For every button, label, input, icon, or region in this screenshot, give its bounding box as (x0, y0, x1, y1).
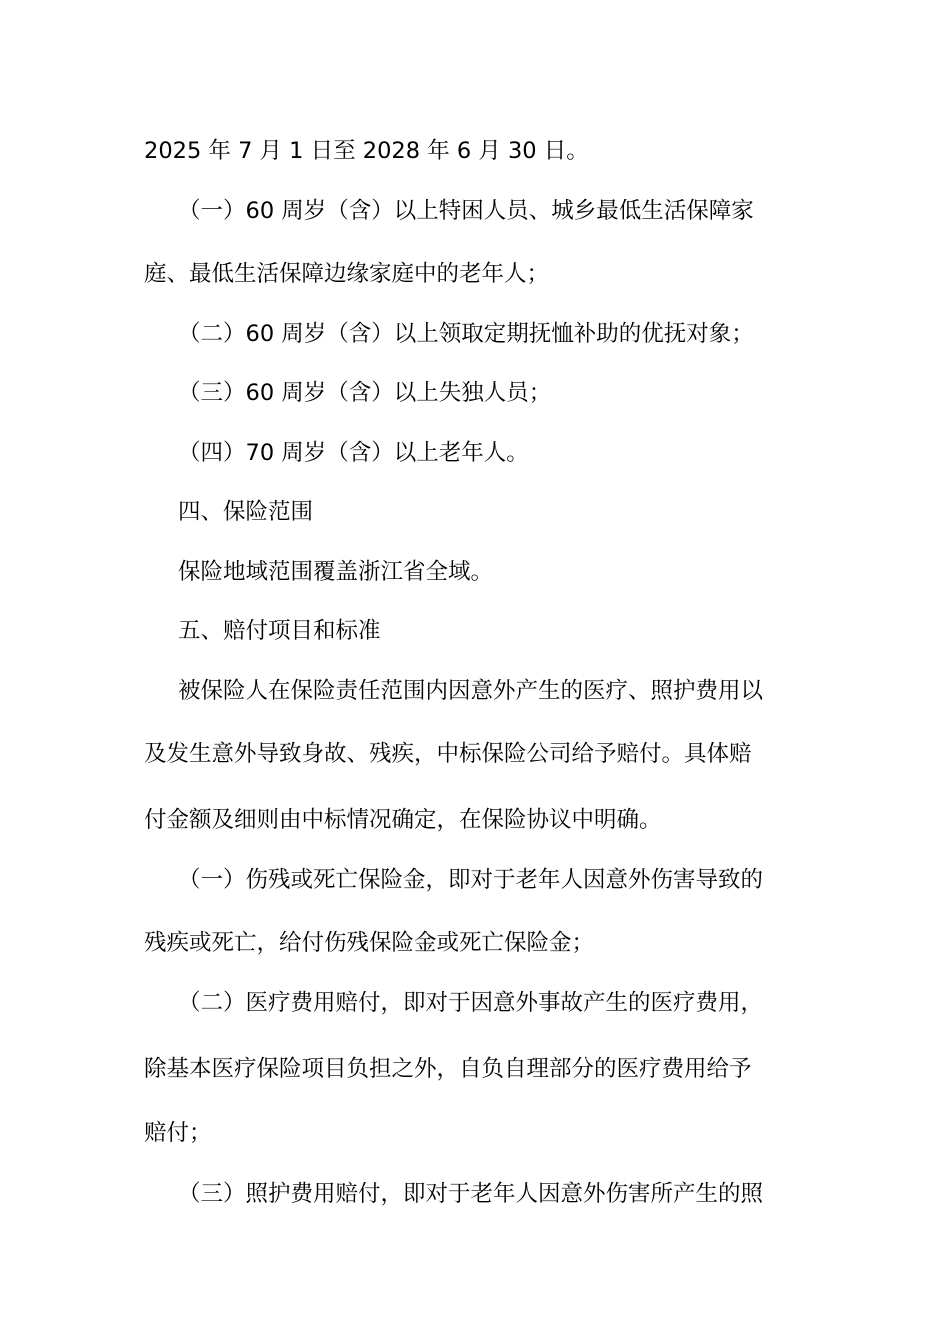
text-line: （三）60 周岁（含）以上失独人员； (178, 380, 552, 406)
text-line: 2025 年 7 月 1 日至 2028 年 6 月 30 日。 (144, 138, 589, 164)
text-line: 保险地域范围覆盖浙江省全域。 (178, 559, 494, 585)
text-line: 付金额及细则由中标情况确定，在保险协议中明确。 (144, 807, 662, 833)
text-line: （一）伤残或死亡保险金，即对于老年人因意外伤害导致的 (178, 867, 764, 893)
text-line: 被保险人在保险责任范围内因意外产生的医疗、照护费用以 (178, 678, 764, 704)
text-line: （二）医疗费用赔付，即对于因意外事故产生的医疗费用， (178, 990, 764, 1016)
text-line: 庭、最低生活保障边缘家庭中的老年人； (144, 261, 550, 287)
text-line: 除基本医疗保险项目负担之外，自负自理部分的医疗费用给予 (144, 1056, 752, 1082)
text-line: （一）60 周岁（含）以上特困人员、城乡最低生活保障家 (178, 198, 754, 224)
text-line: （四）70 周岁（含）以上老年人。 (178, 440, 529, 466)
section-heading: 五、赔付项目和标准 (178, 618, 381, 644)
text-line: （三）照护费用赔付，即对于老年人因意外伤害所产生的照 (178, 1181, 764, 1207)
text-line: 赔付； (144, 1120, 212, 1146)
text-line: 及发生意外导致身故、残疾，中标保险公司给予赔付。具体赔 (144, 741, 752, 767)
text-line: （二）60 周岁（含）以上领取定期抚恤补助的优抚对象； (178, 321, 754, 347)
text-line: 残疾或死亡，给付伤残保险金或死亡保险金； (144, 930, 595, 956)
section-heading: 四、保险范围 (178, 499, 314, 525)
